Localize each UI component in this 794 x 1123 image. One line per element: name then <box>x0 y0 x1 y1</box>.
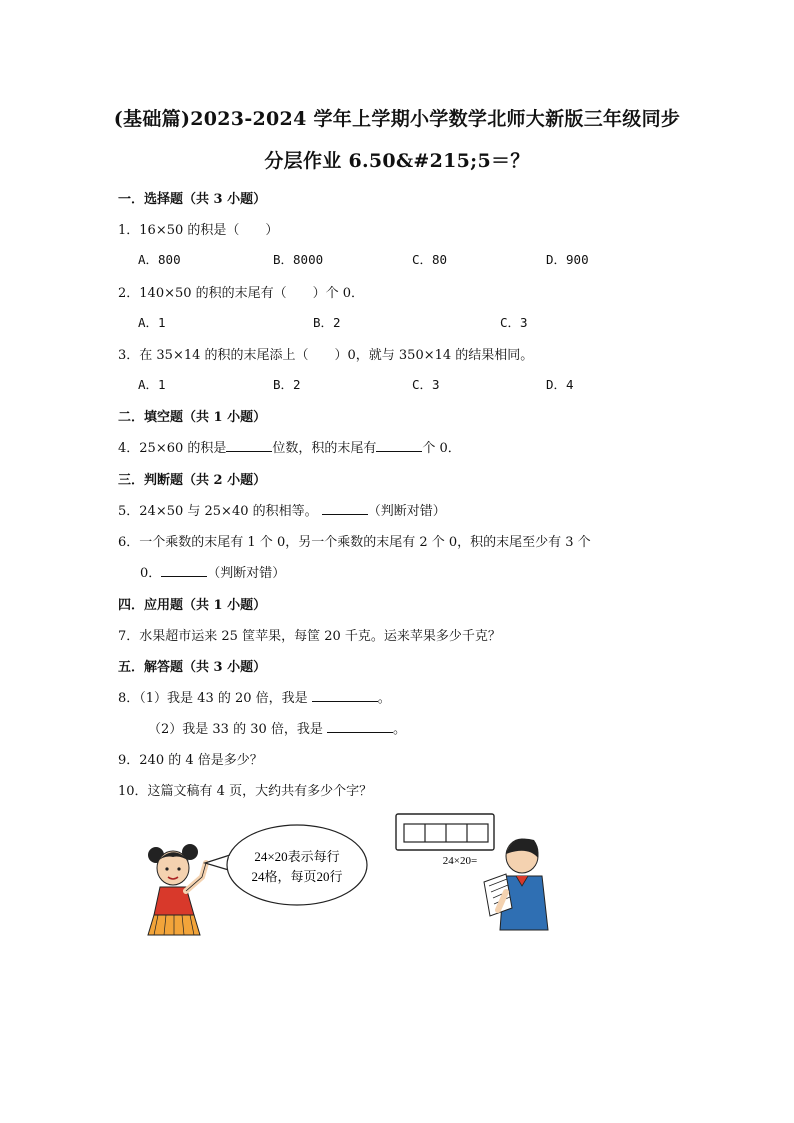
q1-option-a: A．800 <box>138 252 181 267</box>
girl-illustration <box>140 815 380 945</box>
q8-part2-text: （2）我是 33 的 30 倍，我是 <box>148 722 323 737</box>
question-10: 10．这篇文稿有 4 页，大约共有多少个字？ <box>118 784 373 799</box>
q1-option-d: D．900 <box>546 252 589 267</box>
page-title-line1: (基础篇)2023-2024 学年上学期小学数学北师大新版三年级同步 <box>113 108 681 130</box>
q8-part1-end: 。 <box>377 691 391 706</box>
q3-option-b: B．2 <box>273 377 301 392</box>
question-1: 1．16×50 的积是（ ） <box>118 223 279 238</box>
q8-part2-end: 。 <box>393 722 407 737</box>
question-2: 2．140×50 的积的末尾有（ ）个 0． <box>118 286 365 301</box>
section-heading-application: 四．应用题（共 1 小题） <box>118 598 267 613</box>
question-8-part1 <box>118 687 391 706</box>
question-7: 7．水果超市运来 25 筐苹果，每筐 20 千克。运来苹果多少千克？ <box>118 629 501 644</box>
q3-option-a: A．1 <box>138 377 166 392</box>
q2-option-a: A．1 <box>138 315 166 330</box>
bubble-text-line1: 24×20表示每行 <box>254 849 340 864</box>
q5-blank[interactable] <box>322 502 368 515</box>
q1-option-c: C．80 <box>412 252 448 267</box>
q2-option-c: C．3 <box>500 315 528 330</box>
q6-text: 0． <box>140 566 162 581</box>
q4-text-2: 位数，积的末尾有 <box>272 441 377 456</box>
question-4 <box>118 437 461 456</box>
q5-text: 5．24×50 与 25×40 的积相等。 <box>118 504 318 519</box>
q4-text-1: 4．25×60 的积是 <box>118 441 227 456</box>
q3-option-c: C．3 <box>412 377 440 392</box>
question-3: 3．在 35×14 的积的末尾添上（ ）0，就与 350×14 的结果相同。 <box>118 348 534 363</box>
section-heading-fill: 二．填空题（共 1 小题） <box>118 410 267 425</box>
section-heading-solution: 五．解答题（共 3 小题） <box>118 660 267 675</box>
q8-part2-blank[interactable] <box>327 720 393 733</box>
question-8-part2 <box>148 718 406 737</box>
q4-text-3: 个 0． <box>422 441 461 456</box>
q1-option-b: B．8000 <box>273 252 324 267</box>
page-title-line2: 分层作业 6.50&#215;5＝？ <box>264 150 530 172</box>
bubble-text-line2: 24格，每页20行 <box>251 869 343 884</box>
q3-option-d: D．4 <box>546 377 574 392</box>
boy-illustration <box>394 812 564 937</box>
q6-blank[interactable] <box>161 564 207 577</box>
question-6-line1: 6．一个乘数的末尾有 1 个 0，另一个乘数的末尾有 2 个 0，积的末尾至少有 3 个 <box>118 535 591 550</box>
q2-option-b: B．2 <box>313 315 341 330</box>
q5-suffix: （判断对错） <box>367 504 446 519</box>
board-formula: 24×20= <box>442 855 478 867</box>
q6-suffix: （判断对错） <box>207 566 286 581</box>
q8-part1-blank[interactable] <box>312 689 378 702</box>
q8-part1-text: 8．（1）我是 43 的 20 倍，我是 <box>118 691 308 706</box>
question-6-line2 <box>140 562 285 581</box>
q4-blank-2[interactable] <box>376 439 422 452</box>
section-heading-judge: 三．判断题（共 2 小题） <box>118 473 267 488</box>
question-9: 9．240 的 4 倍是多少？ <box>118 753 263 768</box>
section-heading-choice: 一．选择题（共 3 小题） <box>118 192 267 207</box>
question-5 <box>118 500 446 519</box>
q4-blank-1[interactable] <box>226 439 272 452</box>
